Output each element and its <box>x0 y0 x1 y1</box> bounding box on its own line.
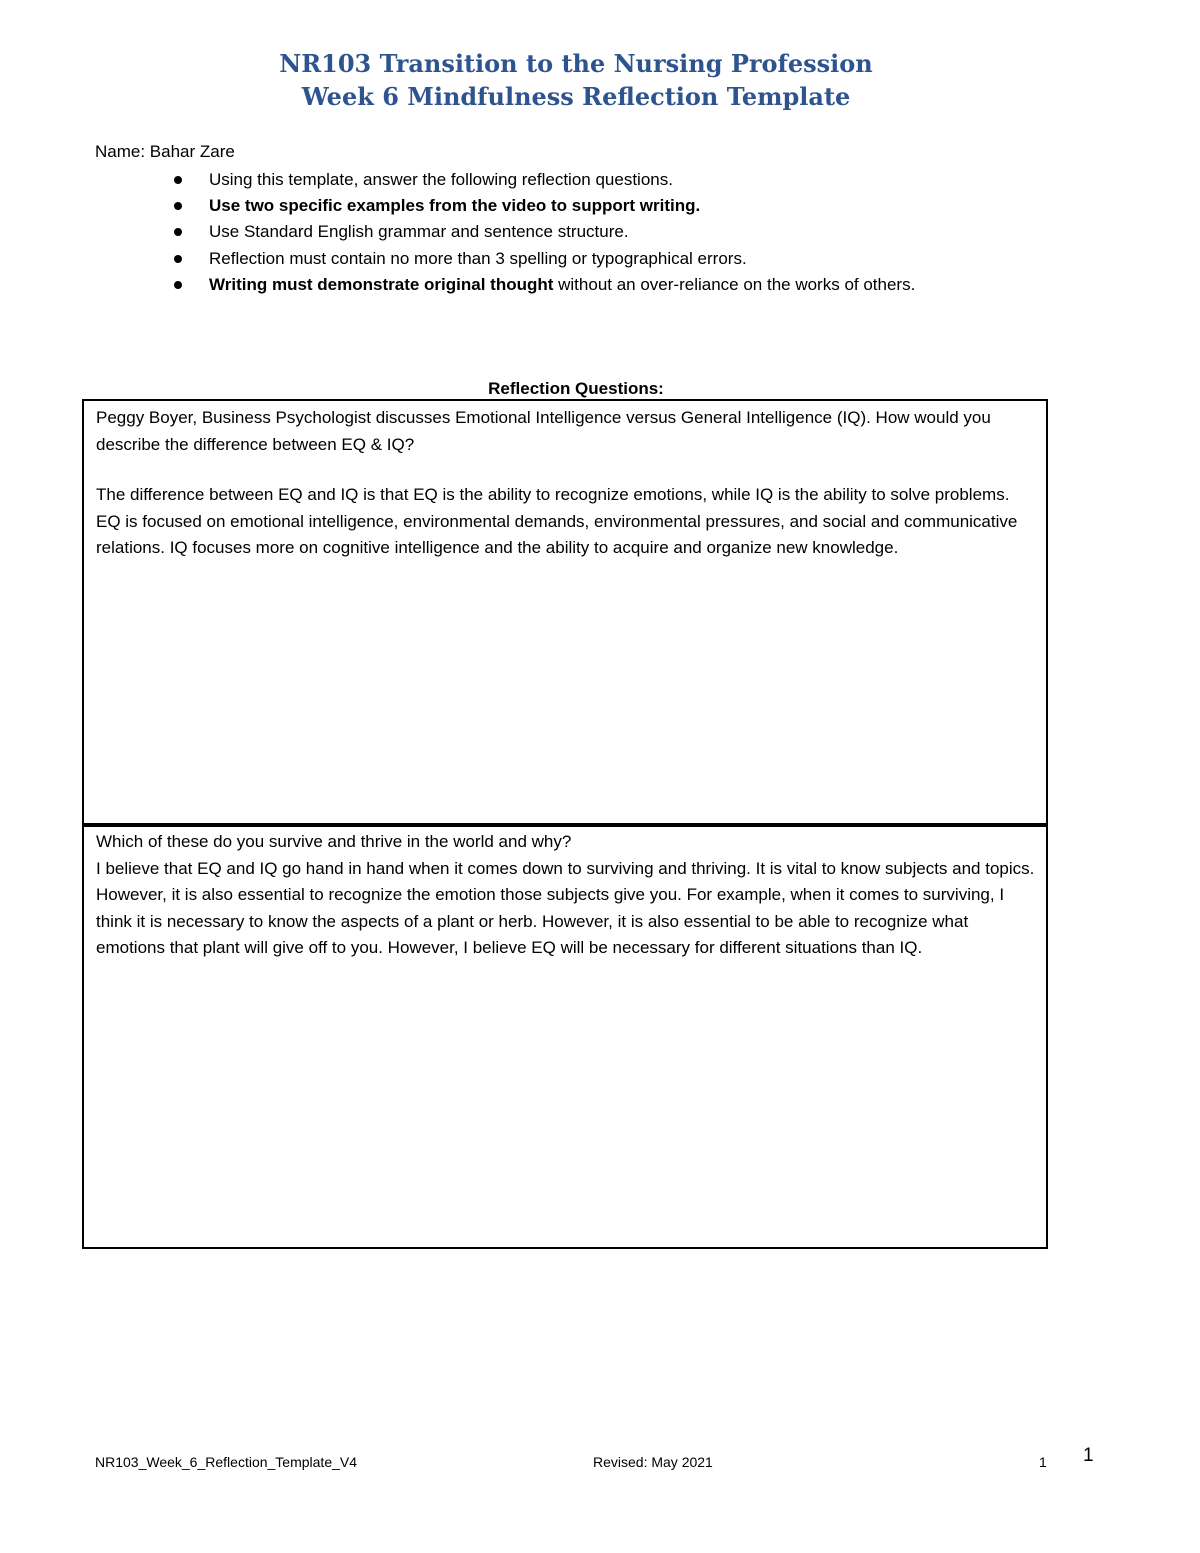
q2-answer: I believe that EQ and IQ go hand in hand when it comes down to surviving and thriving. It is vital to know subjects and topics. However, it is also essential to recognize the emotion those subjects give you. For example, when it comes to surviving, I think it is necessary to know the aspects of a plant or herb. However, it is also essential to be able to recognize what emotions that plant will give off to you. However, I believe EQ will be necessary for different situations than IQ. <box>96 858 1035 957</box>
list-item <box>95 167 915 193</box>
bullet-icon <box>174 228 182 236</box>
instruction-text: Reflection must contain no more than 3 spelling or typographical errors. <box>209 248 747 268</box>
instruction-text: Using this template, answer the following reflection questions. <box>209 170 673 189</box>
instruction-text: without an over-reliance on the works of others. <box>553 274 916 294</box>
list-item <box>95 219 915 245</box>
reflection-box-q2 <box>82 823 1048 1249</box>
student-name: Name: Bahar Zare <box>95 142 235 161</box>
q1-answer: The difference between EQ and IQ is that EQ is the ability to recognize emotions, while IQ is the ability to solve problems. EQ is focused on emotional intelligence, environmental demands, environmental pressures, and social and communicative relations. IQ focuses more on cognitive intelligence and the ability to acquire and organize new knowledge. <box>96 485 1018 557</box>
list-item <box>95 193 915 219</box>
bullet-icon <box>174 281 182 289</box>
instructions-list <box>95 167 915 298</box>
bullet-icon <box>174 255 182 263</box>
reflection-box-q1 <box>82 399 1048 827</box>
instruction-text: Use Standard English grammar and sentence structure. <box>209 222 629 242</box>
footer-revised: Revised: May 2021 <box>593 1454 713 1470</box>
document-title: NR103 Transition to the Nursing Profession <box>279 49 873 78</box>
list-item <box>95 246 915 272</box>
instruction-bold: Use two specific examples from the video to support writing. <box>209 196 701 216</box>
page-number: 1 <box>1083 1445 1094 1466</box>
bullet-icon <box>174 176 182 184</box>
instruction-bold: Writing must demonstrate original thought <box>209 274 554 294</box>
q2-prompt: Which of these do you survive and thrive in the world and why? <box>96 832 572 851</box>
footer-file-name: NR103_Week_6_Reflection_Template_V4 <box>95 1454 358 1470</box>
reflection-heading: Reflection Questions: <box>488 379 664 398</box>
document-subtitle: Week 6 Mindfulness Reflection Template <box>301 82 851 111</box>
footer-page-number: 1 <box>1039 1454 1047 1470</box>
bullet-icon <box>174 202 182 210</box>
q1-prompt: Peggy Boyer, Business Psychologist discusses Emotional Intelligence versus General Intelligence (IQ). How would you describe the difference between EQ & IQ? <box>96 408 991 454</box>
list-item <box>95 272 915 298</box>
